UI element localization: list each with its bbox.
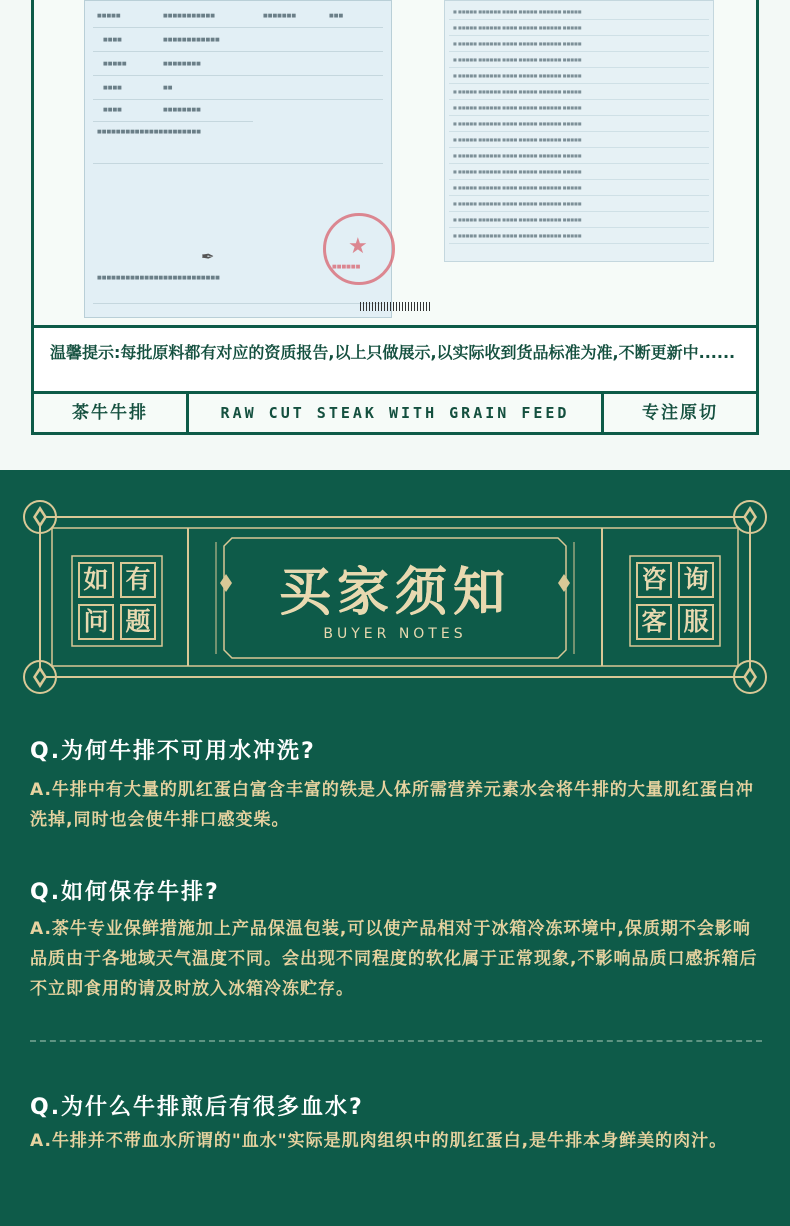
brand-slogan: 专注原切 [642,403,718,423]
brand-name: 茶牛牛排 [34,394,189,432]
certificate-section [0,0,790,470]
section-divider [30,1040,762,1042]
notice-text: 温馨提示:每批原料都有对应的资质报告,以上只做展示,以实际收到货品标准为准,不断更新中...... [50,343,736,362]
contact-badge-right[interactable]: 咨 询 客 服 [636,562,714,640]
inspection-table-image: ■ ■■■■■ ■■■■■■ ■■■■ ■■■■■ ■■■■■■ ■■■■■ ■ ■■■■■ ■■■■■■ ■■■■ ■■■■■ ■■■■■■ ■■■■■ ■ ■■■■■ ■■■■■■ ■■■■ ■■■■■ ■■■■■■ ■■■■■ ■ ■■■■■ ■■■■■■ ■■■■ ■■■■■ ■■■■■■ ■■■■■ ■ ■■■■■ ■■■■■■ ■■■■ ■■■■■ ■■■■■■ ■■■■■ ■ ■■■■■ ■■■■■■ ■■■■ ■■■■■ ■■■■■■ ■■■■■ ■ ■■■■■ ■■■■■■ ■■■■ ■■■■■ ■■■■■■ ■■■■■ ■ ■■■■■ ■■■■■■ ■■■■ ■■■■■ ■■■■■■ ■■■■■ ■ ■■■■■ ■■■■■■ ■■■■ ■■■■■ ■■■■■■ ■■■■■ ■ ■■■■■ ■■■■■■ ■■■■ ■■■■■ ■■■■■■ ■■■■■ ■ ■■■■■ ■■■■■■ ■■■■ ■■■■■ ■■■■■■ ■■■■■ ■ ■■■■■ ■■■■■■ ■■■■ ■■■■■ ■■■■■■ ■■■■■ ■ ■■■■■ ■■■■■■ ■■■■ ■■■■■ ■■■■■■ ■■■■■ ■ ■■■■■ ■■■■■■ ■■■■ ■■■■■ ■■■■■■ ■■■■■ ■ ■■■■■ ■■■■■■ ■■■■ ■■■■■ ■■■■■■ ■■■■■ [444,0,714,262]
import-certificate-image: ■■■■■ ■■■■■■■■■■■ ■■■■■■■ ■■■ ■■■■ ■■■■■■■■■■■■ ■■■■■ ■■■■■■■■ ■■■■ ■■ ■■■■ ■■■■■■■■ ■■■■■■■■■■■■■■■■■■■■■■ ✒ ★ ■■■■■■ ■■■■■■■■■■■■■■■■■■■■■■■■■■ [84,0,392,318]
barcode [360,302,430,311]
faq-question: Q.为何牛排不可用水冲洗? [30,739,316,764]
notice-box [34,325,756,394]
certificate-frame [31,0,759,435]
buyer-notes-section [0,470,790,1226]
faq-question: Q.为什么牛排煎后有很多血水? [30,1095,364,1120]
certificate-images [34,0,756,325]
brand-banner [34,394,756,435]
faq-answer: A.牛排中有大量的肌红蛋白富含丰富的铁是人体所需营养元素水会将牛排的大量肌红蛋白冲洗掉,同时也会使牛排口感变柴。 [30,780,754,830]
buyer-notes-subtitle: BUYER NOTES [323,626,467,642]
faq-question: Q.如何保存牛排? [30,880,220,905]
official-stamp: ★ ■■■■■■ [323,213,395,285]
buyer-notes-title: 买家须知 [278,562,511,623]
faq-answer: A.牛排并不带血水所谓的"血水"实际是肌肉组织中的肌红蛋白,是牛排本身鲜美的肉汁。 [30,1131,728,1151]
faq-answer: A.茶牛专业保鲜措施加上产品保温包装,可以使产品相对于冰箱冷冻环境中,保质期不会影响品质由于各地域天气温度不同。会出现不同程度的软化属于正常现象,不影响品质口感拆箱后不立即食用的请及时放入冰箱冷冻贮存。 [30,919,758,999]
signature-mark: ✒ [201,247,215,266]
contact-badge-left: 如 有 问 题 [78,562,156,640]
brand-tagline: RAW CUT STEAK WITH GRAIN FEED [189,394,604,432]
